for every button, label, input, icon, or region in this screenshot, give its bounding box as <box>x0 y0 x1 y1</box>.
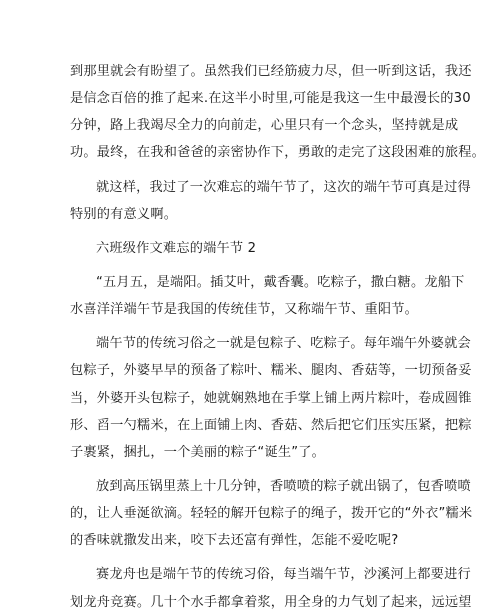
essay-title: 六班级作文难忘的端午节 2 <box>96 240 257 256</box>
article-body <box>70 58 486 616</box>
paragraph-journey-end <box>70 58 486 167</box>
text-line: 水喜洋洋端午节是我国的传统佳节，又称端午节、重阳节。 <box>70 302 419 318</box>
text-line: 包粽子，外婆早早的预备了粽叶、糯米、腿肉、香菇等，一切预备妥 <box>70 363 472 379</box>
text-line: 放到高压锅里蒸上十几分钟，香喷喷的粽子就出锅了，包香喷喷 <box>96 478 471 494</box>
text-line: 子裹紧，捆扎，一个美丽的粽子“诞生”了。 <box>70 444 326 460</box>
text-line: 端午节的传统习俗之一就是包粽子、吃粽子。每年端午外婆就会 <box>96 336 471 352</box>
text-line: 到那里就会有盼望了。虽然我们已经筋疲力尽，但一听到这话，我还 <box>70 64 472 79</box>
text-line: 赛龙舟也是端午节的传统习俗，每当端午节，沙溪河上都要进行 <box>96 567 471 583</box>
paragraph-rhyme <box>70 269 465 323</box>
paragraph-zongzi-making <box>70 330 472 466</box>
text-line: 的，让人垂涎欲滴。轻轻的解开包粽子的绳子，拨开它的“外衣”糯米 <box>70 506 473 522</box>
text-line: 分钟，路上我竭尽全力的向前走，心里只有一个念头，坚持就是成 <box>70 118 459 134</box>
text-line: 的香味就撒发出来，咬下去还富有弹性，怎能不爱吃呢? <box>70 533 399 549</box>
paragraph-zongzi-eating <box>70 473 473 554</box>
text-line: 就这样，我过了一次难忘的端午节了，这次的端午节可真是过得 <box>96 179 471 195</box>
essay-heading <box>70 235 438 262</box>
text-line: 当，外婆开头包粽子，她就娴熟地在手掌上铺上两片粽叶，卷成圆锥 <box>70 390 472 406</box>
paragraph-dragon-boat <box>70 561 472 615</box>
text-line: 功。最终，在我和爸爸的亲密协作下，勇敢的走完了这段困难的旅程。 <box>70 145 486 161</box>
text-line: 特别的有意义啊。 <box>70 206 178 222</box>
text-line: 划龙舟竞赛。几十个水手都拿着浆，用全身的力气划了起来，远远望 <box>70 594 472 610</box>
text-line: 形、舀一勺糯米，在上面铺上肉、香菇、然后把它们压实压紧，把粽 <box>70 417 472 433</box>
text-line: “五月五，是端阳。插艾叶，戴香囊。吃粽子，撒白糖。龙船下 <box>96 274 465 290</box>
text-line: 是信念百倍的推了起来.在这半小时里,可能是我这一生中最漫长的30 <box>70 91 471 107</box>
paragraph-conclusion <box>70 174 471 228</box>
